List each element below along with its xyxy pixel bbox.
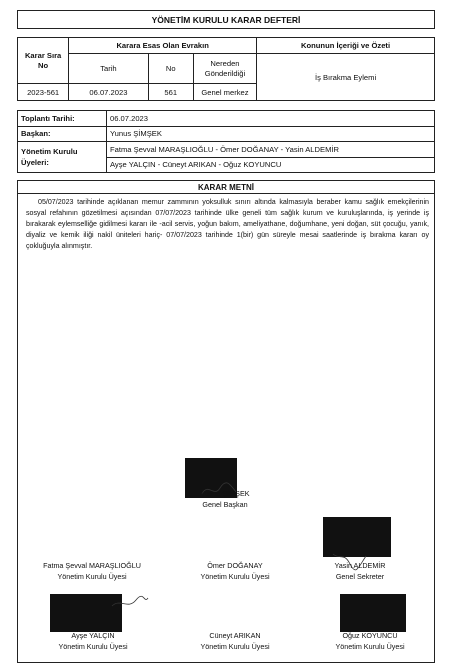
signature-member-5-title: Yönetim Kurulu Üyesi <box>200 642 270 651</box>
signature-secretary-title: Genel Sekreter <box>335 572 385 581</box>
signature-member-6-title: Yönetim Kurulu Üyesi <box>335 642 405 651</box>
signature-secretary <box>305 560 415 582</box>
signature-member-2 <box>180 560 290 582</box>
redacted-signature-member-6 <box>340 594 406 632</box>
signature-member-4-title: Yönetim Kurulu Üyesi <box>58 642 128 651</box>
members-label: Yönetim Kurulu Üyeleri: <box>18 142 107 173</box>
date-value: 06.07.2023 <box>69 84 148 101</box>
meeting-date-value: 06.07.2023 <box>107 111 435 127</box>
signature-member-2-title: Yönetim Kurulu Üyesi <box>200 572 270 581</box>
from-column-header: Nereden Gönderildiği <box>193 54 256 84</box>
decision-no-value: 2023-561 <box>18 84 69 101</box>
date-column-header: Tarih <box>69 54 148 84</box>
document-title: YÖNETİM KURULU KARAR DEFTERİ <box>17 10 435 29</box>
signature-member-4-name: Ayşe YALÇIN <box>71 631 115 640</box>
members-line-2: Ayşe YALÇIN - Cüneyt ARIKAN - Oğuz KOYUNCU <box>107 157 435 173</box>
signature-member-1-name: Fatma Şevval MARAŞLIOĞLU <box>43 561 141 570</box>
signature-member-1-title: Yönetim Kurulu Üyesi <box>57 572 127 581</box>
chair-value: Yunus ŞİMŞEK <box>107 126 435 142</box>
signature-scribble-member-4 <box>110 594 150 612</box>
decision-no-header: Karar Sıra No <box>18 38 69 84</box>
signature-chair-name: Yunus ŞİMŞEK <box>200 489 250 498</box>
decision-text: 05/07/2023 tarihinde açıklanan memur zammının yoksulluk sınırı altında kalmasıyla beraber kamu sağlık emekçilerinin sosyal refahının gözetilmesi açısından 07/07/2023 tarihinde ülke geneli tüm sağlık kurum ve kuruluşlarında, iş yerinde iş bırakarak eylemselliğe gidilmesi kararı ile -acil servis, yoğun bakım, ameliyathane, doğumhane, yeni doğan, süt çocuğu, yanık, diyaliz ve kemik iliği nakil üniteleri hariç- 07/07/2023 tarihinde 1(bir) gün süreyle mesai saatlerinde iş bırakma kararı oy çokluğuyla alınmıştır. <box>26 198 429 250</box>
meeting-date-label: Toplantı Tarihi: <box>18 111 107 127</box>
no-value: 561 <box>148 84 193 101</box>
no-column-header: No <box>148 54 193 84</box>
signature-member-6-name: Oğuz KOYUNCU <box>342 631 398 640</box>
signature-member-5-name: Cüneyt ARIKAN <box>209 631 261 640</box>
from-value: Genel merkez <box>193 84 256 101</box>
decision-info-table <box>17 37 435 101</box>
decision-heading: KARAR METNİ <box>17 180 435 194</box>
signature-chair <box>170 488 280 510</box>
subject-summary: İş Bırakma Eylemi <box>257 54 435 101</box>
signature-member-1 <box>22 560 162 582</box>
signature-chair-title: Genel Başkan <box>202 500 248 509</box>
members-line-1: Fatma Şevval MARAŞLIOĞLU - Ömer DOĞANAY - Yasin ALDEMİR <box>107 142 435 158</box>
documents-header: Karara Esas Olan Evrakın <box>69 38 257 54</box>
signature-member-2-name: Ömer DOĞANAY <box>207 561 263 570</box>
signature-member-6 <box>315 630 425 652</box>
signature-member-5 <box>180 630 290 652</box>
decision-body <box>17 193 435 663</box>
chair-label: Başkan: <box>18 126 107 142</box>
meeting-info-table <box>17 110 435 173</box>
signature-secretary-name: Yasin ALDEMİR <box>334 561 386 570</box>
subject-header: Konunun İçeriği ve Özeti <box>257 38 435 54</box>
signature-member-4 <box>38 630 148 652</box>
